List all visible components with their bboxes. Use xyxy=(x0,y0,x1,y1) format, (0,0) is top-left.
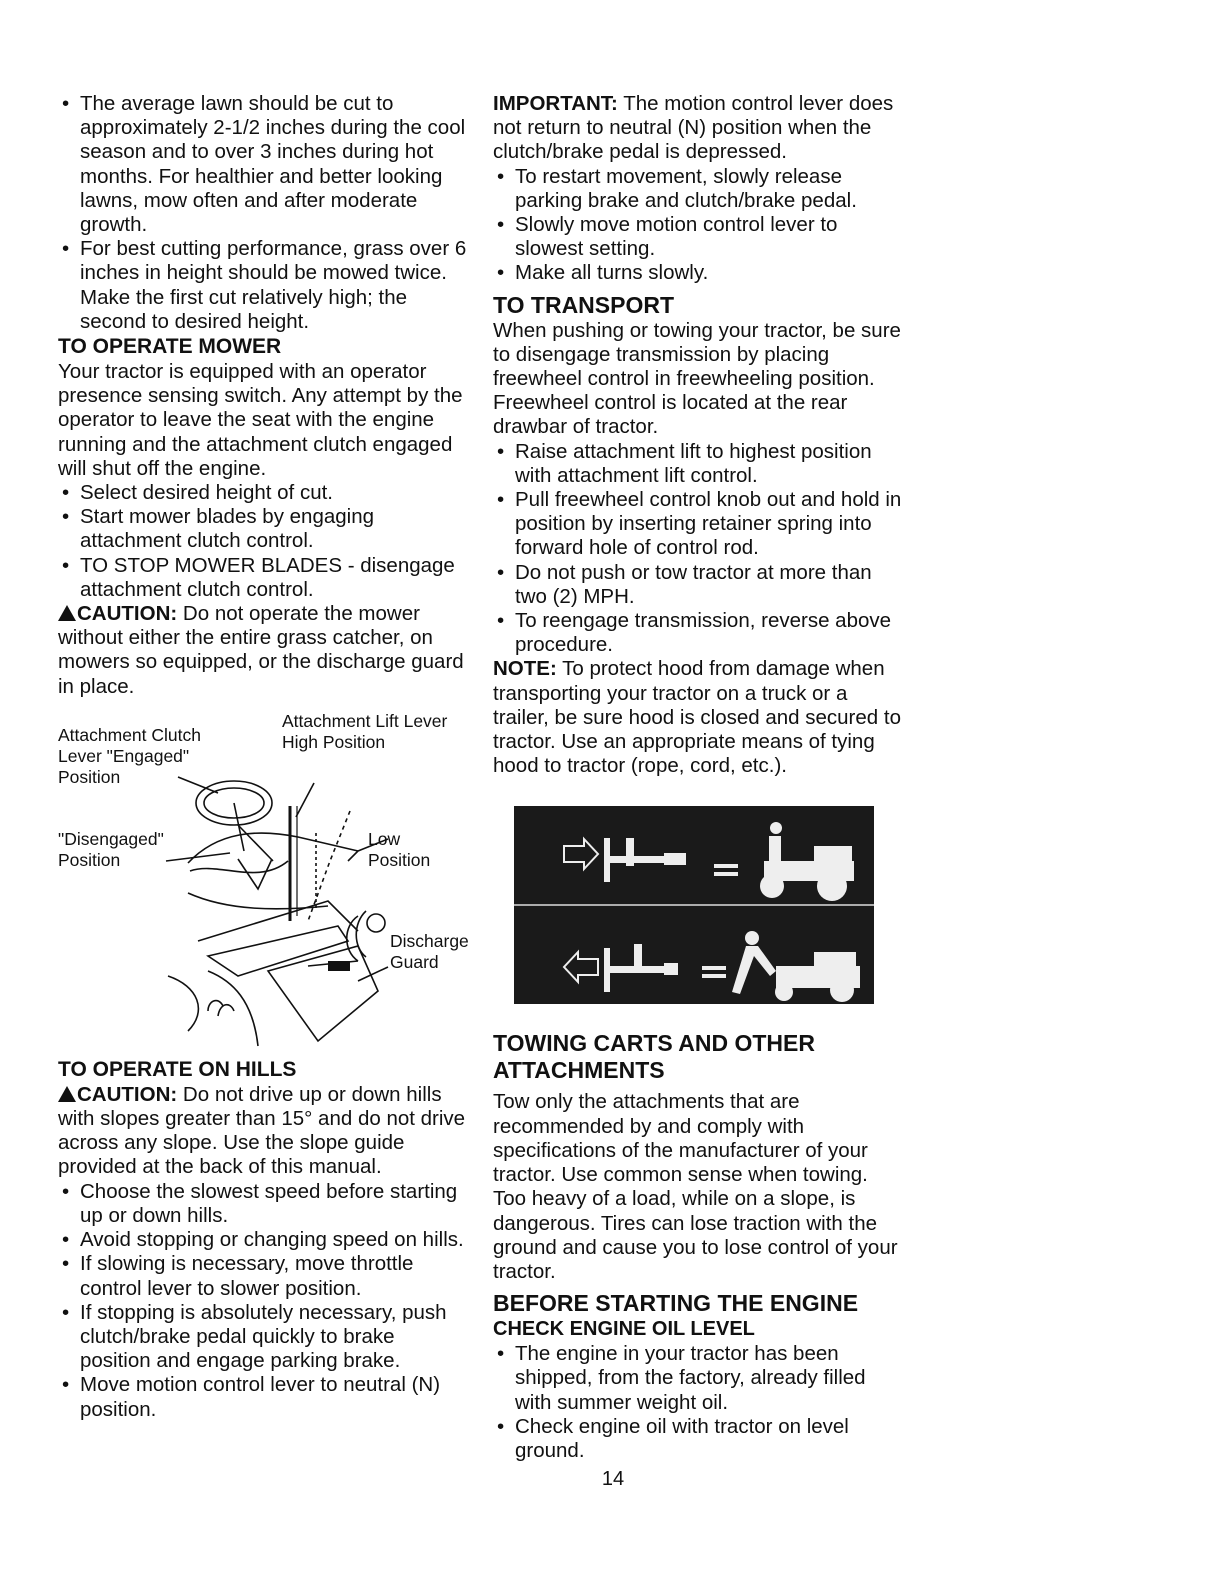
freewheel-decal-graphic xyxy=(514,806,874,1004)
caution-text: Do not drive up or down hills with slopes greater than 15° and do not drive across any slope. Use the slope guide provided at the back of this manual. xyxy=(58,1082,466,1179)
important-text: The motion control lever does not return to neutral (N) position when the clutch/brake pedal is depressed. xyxy=(493,92,894,164)
mower-controls-diagram xyxy=(58,711,478,1051)
list-item: • If stopping is absolutely necessary, push clutch/brake pedal quickly to brake position and engage parking brake. xyxy=(58,1301,468,1374)
towing-heading: TOWING CARTS AND OTHER ATTACHMENTS xyxy=(493,1030,815,1084)
list-item: • Make all turns slowly. xyxy=(493,261,903,285)
before-starting-bullets xyxy=(493,1342,903,1463)
mower-caution xyxy=(58,602,468,699)
freewheel-knob-in-icon xyxy=(604,944,726,992)
list-item: • The engine in your tractor has been shipped, from the factory, already filled with summer weight oil. xyxy=(493,1342,903,1415)
list-item: • Avoid stopping or changing speed on hills. xyxy=(58,1228,468,1252)
list-item: • Select desired height of cut. xyxy=(58,481,468,505)
warning-triangle-icon xyxy=(58,605,76,621)
caution-label: CAUTION: xyxy=(77,602,178,626)
list-item: • Move motion control lever to neutral (N) position. xyxy=(58,1373,468,1421)
list-item: • TO STOP MOWER BLADES - disengage attachment clutch control. xyxy=(58,554,468,602)
list-item: • Choose the slowest speed before starting up or down hills. xyxy=(58,1180,468,1228)
operate-mower-heading: TO OPERATE MOWER xyxy=(58,335,282,359)
list-item: • Slowly move motion control lever to slowest setting. xyxy=(493,213,903,261)
label-discharge: Discharge Guard xyxy=(390,930,469,972)
caution-label: CAUTION: xyxy=(77,1082,178,1106)
hills-caution xyxy=(58,1083,468,1180)
note-text: To protect hood from damage when transporting your tractor on a truck or a trailer, be sure hood is closed and secured to tractor. Use an appropriate means of tying hood to tractor (rope, cord, etc.). xyxy=(493,657,901,778)
tow-arrow-icon xyxy=(564,839,598,869)
warning-triangle-icon xyxy=(58,1086,76,1102)
person-pushing-tractor-icon xyxy=(732,931,860,1002)
list-item: • To restart movement, slowly release parking brake and clutch/brake pedal. xyxy=(493,165,903,213)
list-item: • Start mower blades by engaging attachment clutch control. xyxy=(58,505,468,553)
operate-hills-heading: TO OPERATE ON HILLS xyxy=(58,1057,297,1081)
transport-body: When pushing or towing your tractor, be sure to disengage transmission by placing freewheel control in freewheeling position. Freewheel control is located at the rear drawbar of tractor. xyxy=(493,318,901,439)
transport-bullets xyxy=(493,440,903,658)
label-low: Low Position xyxy=(368,828,431,870)
operate-mower-body: Your tractor is equipped with an operator presence sensing switch. Any attempt by the operator to leave the seat with the engine running and the attachment clutch engaged will shut off the engine. xyxy=(58,360,463,480)
freewheel-knob-out-icon xyxy=(604,838,738,882)
list-item: • Pull freewheel control knob out and hold in position by inserting retainer spring into forward hole of control rod. xyxy=(493,488,903,561)
check-oil-subheading: CHECK ENGINE OIL LEVEL xyxy=(493,1318,755,1341)
list-item: • To reengage transmission, reverse above procedure. xyxy=(493,609,903,657)
important-bullets xyxy=(493,165,903,286)
label-clutch-engaged: Attachment Clutch Lever "Engaged" Position xyxy=(58,724,201,787)
towing-body: Tow only the attachments that are recommended by and comply with specifications of the manufacturer of your tractor. Use common sense when towing. Too heavy of a load, while on a slope, is dangerous. Tires can lose traction with the ground and cause you to lose control of your tractor. xyxy=(493,1090,898,1283)
list-item: • The average lawn should be cut to approximately 2-1/2 inches during the cool season and to over 3 inches during hot months. For healthier and better looking lawns, mow often and after moderate growth. xyxy=(58,92,468,237)
list-item: • Do not push or tow tractor at more than two (2) MPH. xyxy=(493,561,903,609)
label-lift-high: Attachment Lift Lever High Position xyxy=(282,710,448,752)
tractor-with-rider-icon xyxy=(760,822,854,901)
operate-mower-bullets xyxy=(58,481,468,602)
hills-bullets xyxy=(58,1180,468,1422)
intro-bullets xyxy=(58,92,468,334)
before-starting-heading: BEFORE STARTING THE ENGINE xyxy=(493,1290,859,1317)
right-column xyxy=(493,92,903,1463)
freewheel-decal xyxy=(514,806,874,1004)
list-item: • Check engine oil with tractor on level ground. xyxy=(493,1415,903,1463)
transport-note xyxy=(493,657,903,778)
transport-heading: TO TRANSPORT xyxy=(493,291,675,318)
note-label: NOTE: xyxy=(493,657,557,681)
important-note xyxy=(493,92,903,165)
left-column xyxy=(58,92,468,1422)
label-disengaged: "Disengaged" Position xyxy=(58,828,164,870)
list-item: • If slowing is necessary, move throttle control lever to slower position. xyxy=(58,1252,468,1300)
push-arrow-icon xyxy=(564,952,598,982)
list-item: • Raise attachment lift to highest position with attachment lift control. xyxy=(493,440,903,488)
list-item: • For best cutting performance, grass over 6 inches in height should be mowed twice. Make the first cut relatively high; the second to desired height. xyxy=(58,237,468,334)
important-label: IMPORTANT: xyxy=(493,92,618,115)
caution-text: Do not operate the mower without either the entire grass catcher, on mowers so equipped, or the discharge guard in place. xyxy=(58,602,464,698)
page-number: 14 xyxy=(601,1468,625,1490)
